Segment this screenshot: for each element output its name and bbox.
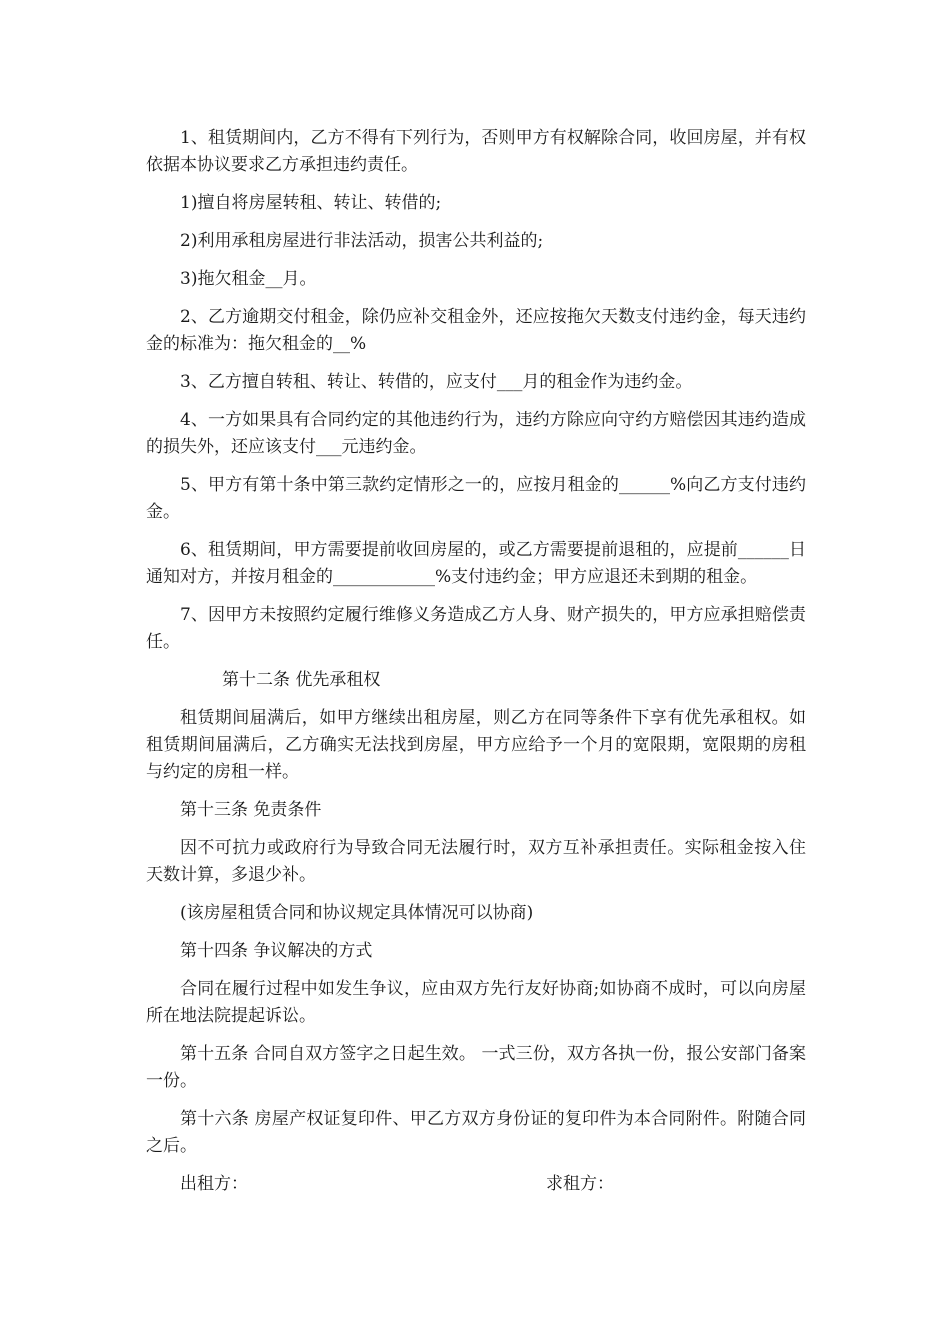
document-body bbox=[146, 125, 806, 1198]
article-14-body: 合同在履行过程中如发生争议，应由双方先行友好协商;如协商不成时，可以向房屋所在地法院提起诉讼。 bbox=[146, 979, 806, 1026]
article-13-body: 因不可抗力或政府行为导致合同无法履行时，双方互补承担责任。实际租金按入住天数计算，多退少补。 bbox=[146, 838, 806, 885]
article-15-paragraph: 第十五条 合同自双方签字之日起生效。 一式三份，双方各执一份，报公安部门备案一份。 bbox=[146, 1044, 806, 1091]
article-14-heading: 第十四条 争议解决的方式 bbox=[180, 941, 373, 961]
clause-1-item-1: 1)擅自将房屋转租、转让、转借的; bbox=[180, 193, 442, 213]
clause-6-paragraph: 6、租赁期间，甲方需要提前收回房屋的，或乙方需要提前退租的，应提前______日通知对方，并按月租金的____________%支付违约金；甲方应退还未到期的租金。 bbox=[146, 540, 806, 587]
clause-1-item-2: 2)利用承租房屋进行非法活动，损害公共利益的; bbox=[180, 231, 544, 251]
article-12-body: 租赁期间届满后，如甲方继续出租房屋，则乙方在同等条件下享有优先承租权。如租赁期间届满后，乙方确实无法找到房屋，甲方应给予一个月的宽限期，宽限期的房租与约定的房租一样。 bbox=[146, 708, 806, 782]
clause-2-paragraph: 2、乙方逾期交付租金，除仍应补交租金外，还应按拖欠天数支付违约金，每天违约金的标准为：拖欠租金的__% bbox=[146, 307, 806, 354]
signature-row bbox=[146, 1171, 806, 1198]
clause-4-paragraph: 4、一方如果具有合同约定的其他违约行为，违约方除应向守约方赔偿因其违约造成的损失外，还应该支付___元违约金。 bbox=[146, 410, 806, 457]
clause-7-paragraph: 7、因甲方未按照约定履行维修义务造成乙方人身、财产损失的，甲方应承担赔偿责任。 bbox=[146, 605, 806, 652]
clause-1-paragraph: 1、租赁期间内，乙方不得有下列行为，否则甲方有权解除合同，收回房屋，并有权依据本协议要求乙方承担违约责任。 bbox=[146, 128, 806, 175]
article-13-heading: 第十三条 免责条件 bbox=[180, 800, 322, 820]
article-16-paragraph: 第十六条 房屋产权证复印件、甲乙方双方身份证的复印件为本合同附件。附随合同之后。 bbox=[146, 1109, 806, 1156]
lessee-signature-label: 求租方： bbox=[546, 1174, 614, 1194]
clause-3-paragraph: 3、乙方擅自转租、转让、转借的，应支付___月的租金作为违约金。 bbox=[180, 372, 693, 392]
negotiation-note: (该房屋租赁合同和协议规定具体情况可以协商) bbox=[180, 903, 534, 923]
clause-5-paragraph: 5、甲方有第十条中第三款约定情形之一的，应按月租金的______%向乙方支付违约金。 bbox=[146, 475, 806, 522]
clause-1-item-3: 3)拖欠租金__月。 bbox=[180, 269, 317, 289]
article-12-heading: 第十二条 优先承租权 bbox=[222, 670, 381, 690]
lessor-signature-label: 出租方： bbox=[180, 1174, 248, 1194]
